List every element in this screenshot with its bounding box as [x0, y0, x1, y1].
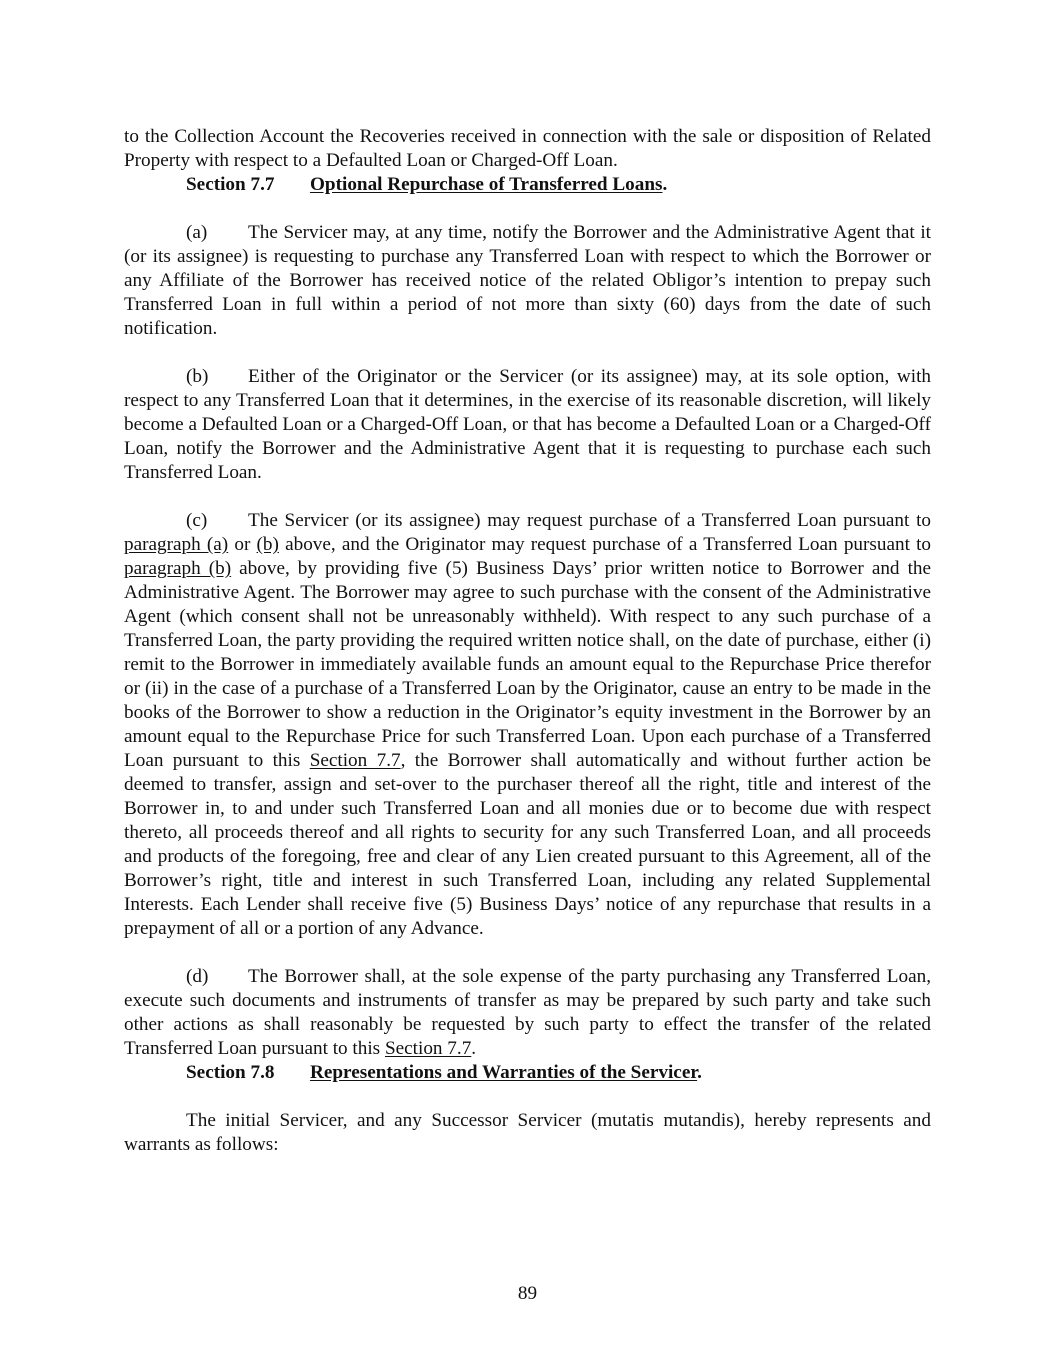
- cross-reference-section-7-7: Section 7.7: [384, 1038, 472, 1059]
- paragraph-label: (b): [186, 366, 209, 387]
- page-number: 89: [517, 1283, 538, 1304]
- section-7-8-heading: [124, 1061, 931, 1085]
- cross-reference-section-7-7: Section 7.7: [309, 750, 401, 771]
- paragraph-c: [124, 509, 931, 941]
- section-title-period: .: [662, 174, 668, 195]
- paragraph-text: The Borrower shall, at the sole expense of the party purchasing any Transferred Loan, execute such documents and instruments of transfer as may be prepared by such party and take such other actions as shall reasonably be requested by such party to effect the transfer of the related Transferred Loan pursuant to this: [124, 966, 931, 1059]
- intro-paragraph: to the Collection Account the Recoveries received in connection with the sale or disposition of Related Property with respect to a Defaulted Loan or Charged-Off Loan.: [124, 126, 931, 171]
- section-title: Representations and Warranties of the Servicer: [310, 1062, 698, 1083]
- section-title-period: .: [697, 1062, 702, 1083]
- paragraph-b: [124, 365, 931, 485]
- paragraph-text: The Servicer may, at any time, notify the Borrower and the Administrative Agent that it (or its assignee) is requesting to purchase any Transferred Loan with respect to which the Borrower or any Affiliate of the Borrower has received notice of the related Obligor’s intention to prepay such Transferred Loan in full within a period of not more than sixty (60) days from the date of such notification.: [124, 222, 931, 339]
- section-number: Section 7.7: [186, 174, 275, 195]
- cross-reference-paragraph-a: paragraph (a): [124, 534, 229, 555]
- paragraph-label: (a): [186, 222, 208, 243]
- paragraph-text: Either of the Originator or the Servicer (or its assignee) may, at its sole option, with respect to any Transferred Loan that it determines, in the exercise of its reasonable discretion, will likely become a Defaulted Loan or a Charged-Off Loan, or that has become a Defaulted Loan or a Charged-Off Loan, notify the Borrower and the Administrative Agent that it is requesting to purchase each such Transferred Loan.: [124, 366, 931, 483]
- paragraph-text: or: [228, 534, 257, 555]
- paragraph-text: above, and the Originator may request purchase of a Transferred Loan pursuant to: [278, 534, 932, 555]
- section-number: Section 7.8: [186, 1062, 275, 1083]
- paragraph-label: (c): [186, 510, 208, 531]
- paragraph-a: [124, 221, 931, 341]
- paragraph-text: The Servicer (or its assignee) may request purchase of a Transferred Loan pursuant to: [248, 510, 931, 531]
- paragraph-text: above, by providing five (5) Business Days’ prior written notice to Borrower and the Administrative Agent. The Borrower may agree to such purchase with the consent of the Administrative Agent (which consent shall not be unreasonably withheld). With respect to any such purchase of a Transferred Loan, the party providing the required written notice shall, on the date of purchase, either (i) remit to the Borrower in immediately available funds an amount equal to the Repurchase Price therefor or (ii) in the case of a purchase of a Transferred Loan by the Originator, cause an entry to be made in the books of the Borrower to show a reduction in the Originator’s equity investment in the Borrower by an amount equal to the Repurchase Price for such Transferred Loan. Upon each purchase of a Transferred Loan pursuant to this: [124, 558, 932, 771]
- section-title: Optional Repurchase of Transferred Loans: [310, 174, 663, 195]
- paragraph-label: (d): [186, 966, 209, 987]
- section-7-8-paragraph: The initial Servicer, and any Successor Servicer (mutatis mutandis), hereby represents and warrants as follows:: [124, 1110, 931, 1155]
- paragraph-text: .: [471, 1038, 477, 1059]
- section-7-7-heading: [124, 173, 931, 197]
- cross-reference-b: (b): [256, 534, 279, 555]
- cross-reference-paragraph-b: paragraph (b): [124, 558, 232, 579]
- paragraph-text: , the Borrower shall automatically and without further action be deemed to transfer, assign and set-over to the purchaser thereof all the right, title and interest of the Borrower in, to and under such Transferred Loan and all monies due or to become due with respect thereto, all proceeds thereof and all rights to security for any such Transferred Loan, and all proceeds and products of the foregoing, free and clear of any Lien created pursuant to this Agreement, all of the Borrower’s right, title and interest in such Transferred Loan, including any related Supplemental Interests. Each Lender shall receive five (5) Business Days’ notice of any repurchase that results in a prepayment of all or a portion of any Advance.: [124, 750, 931, 939]
- paragraph-d: [124, 965, 931, 1061]
- document-page: [124, 125, 931, 1157]
